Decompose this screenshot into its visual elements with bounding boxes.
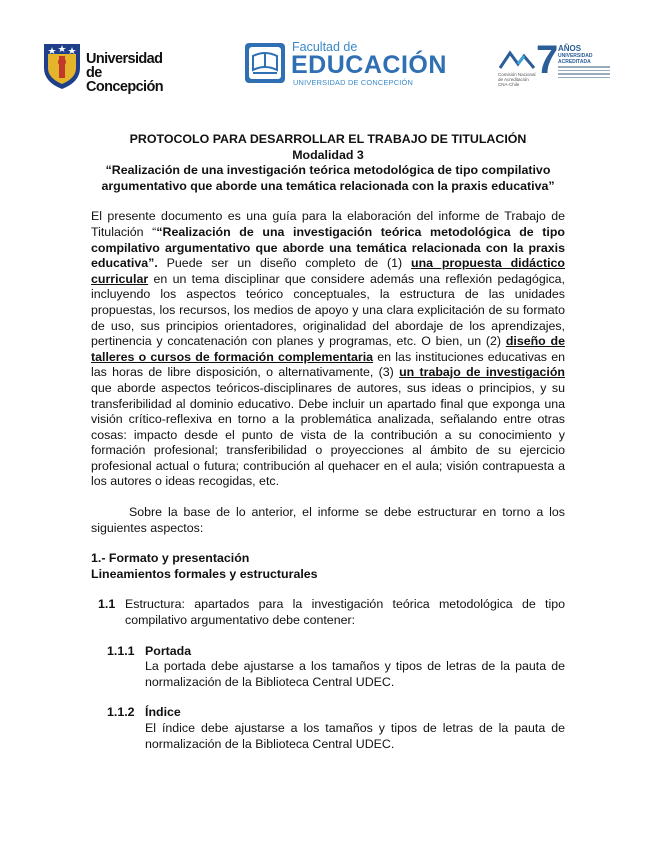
education-faculty-icon: [244, 42, 286, 84]
section-1-title: 1.- Formato y presentación: [91, 551, 250, 566]
accreditation-agency: Comisión Nacional de Acreditación CNA-Chile: [498, 72, 536, 87]
accreditation-years-label: AÑOS: [558, 44, 582, 53]
item-1-1-2-number: 1.1.2: [107, 705, 135, 720]
university-label: UNIVERSIDAD DE CONCEPCIÓN: [293, 78, 413, 87]
item-1-1-2: [107, 705, 565, 752]
intro-text-e: en un tema disciplinar que considere además una reflexión pedagógica, incluyendo los aspectos teórico conceptuales, la estructura de las unidades propuestas, los recursos, los medios de apoyo y una clara explicitación de su formato de uso, sus principios orientadores, originalidad del abordaje de los aprendizajes, pertinencia y concatenación con planes y programas, etc. O bien, un (2): [91, 271, 565, 349]
udec-logo-text: Universidad de Concepción: [86, 51, 163, 95]
education-label: EDUCACIÓN: [291, 51, 447, 79]
item-1-1-1-text: La portada debe ajustarse a los tamaños y tipos de letras de la pauta de normalización de la Biblioteca Central UDEC.: [145, 659, 565, 689]
intro-text-i: que aborde aspectos teóricos-disciplinares de autores, sus ideas o principios, y su transferibilidad al dominio educativo. Debe incluir un apartado final que exponga una visión crítico-reflexiva en torno a la problemática analizada, señalando entre otras cosas: impacto desde el punto de vista de la contribución a su conocimiento y formación profesional; transferibilidad o proyecciones al ámbito de su ejercicio profesional actual o futura; contribución al quehacer en el aula; visión contrapuesta a los autores o ideas recogidas, etc.: [91, 380, 565, 489]
accreditation-logo: [498, 38, 618, 90]
intro-text-a: El presente documento es una guía para la elaboración del informe de Trabajo de Titulación “: [91, 209, 565, 239]
option-2-workshop-design: diseño de talleres o cursos de formación complementaria: [91, 334, 565, 364]
intro-text-bold-title: “Realización de una investigación teórica metodológica de tipo compilativo argumentativo que aborde una temática relacionada con la praxis educativa”.: [91, 224, 565, 271]
document-subtitle: “Realización de una investigación teórica metodológica de tipo compilativo argumentativo que aborde una temática relacionada con la praxis educativa”: [101, 163, 555, 193]
document-body: [91, 132, 565, 752]
structure-paragraph: Sobre la base de lo anterior, el informe se debe estructurar en torno a los siguientes aspectos:: [91, 505, 565, 535]
udec-logo: [42, 42, 172, 95]
faculty-label: Facultad de: [292, 40, 358, 54]
section-1-subtitle: Lineamientos formales y estructurales: [91, 566, 318, 581]
item-1-1-text: Estructura: apartados para la investigación teórica metodológica de tipo compilativo argumentativo debe contener:: [125, 597, 565, 628]
intro-text-c: Puede ser un diseño completo de (1): [157, 256, 412, 271]
intro-text-g: en las instituciones educativas en las horas de libre disposición, o alternativamente, (3): [91, 349, 565, 380]
udec-shield-icon: [42, 42, 82, 90]
item-1-1: [98, 597, 565, 628]
cna-mark-icon: [498, 50, 536, 70]
item-1-1-1-number: 1.1.1: [107, 643, 135, 658]
intro-paragraph: [91, 209, 565, 490]
option-3-research-work: un trabajo de investigación: [399, 365, 565, 380]
item-1-1-2-text: El índice debe ajustarse a los tamaños y tipos de letras de la pauta de normalización de la Biblioteca Central UDEC.: [145, 721, 565, 751]
item-1-1-2-title: Índice: [145, 705, 181, 720]
item-1-1-1-title: Portada: [145, 643, 192, 658]
item-1-1-number: 1.1: [98, 597, 116, 612]
accreditation-text: UNIVERSIDAD ACREDITADA: [558, 53, 593, 65]
document-modality: Modalidad 3: [292, 147, 364, 162]
accreditation-detail-lines: [558, 66, 610, 80]
document-header: [0, 38, 655, 98]
option-1-didactic-proposal: una propuesta didáctico curricular: [91, 256, 565, 286]
accreditation-years-number: 7: [536, 38, 559, 82]
item-1-1-1: [107, 644, 565, 691]
document-title: PROTOCOLO PARA DESARROLLAR EL TRABAJO DE TITULACIÓN: [129, 132, 527, 146]
education-faculty-logo: [244, 40, 447, 92]
